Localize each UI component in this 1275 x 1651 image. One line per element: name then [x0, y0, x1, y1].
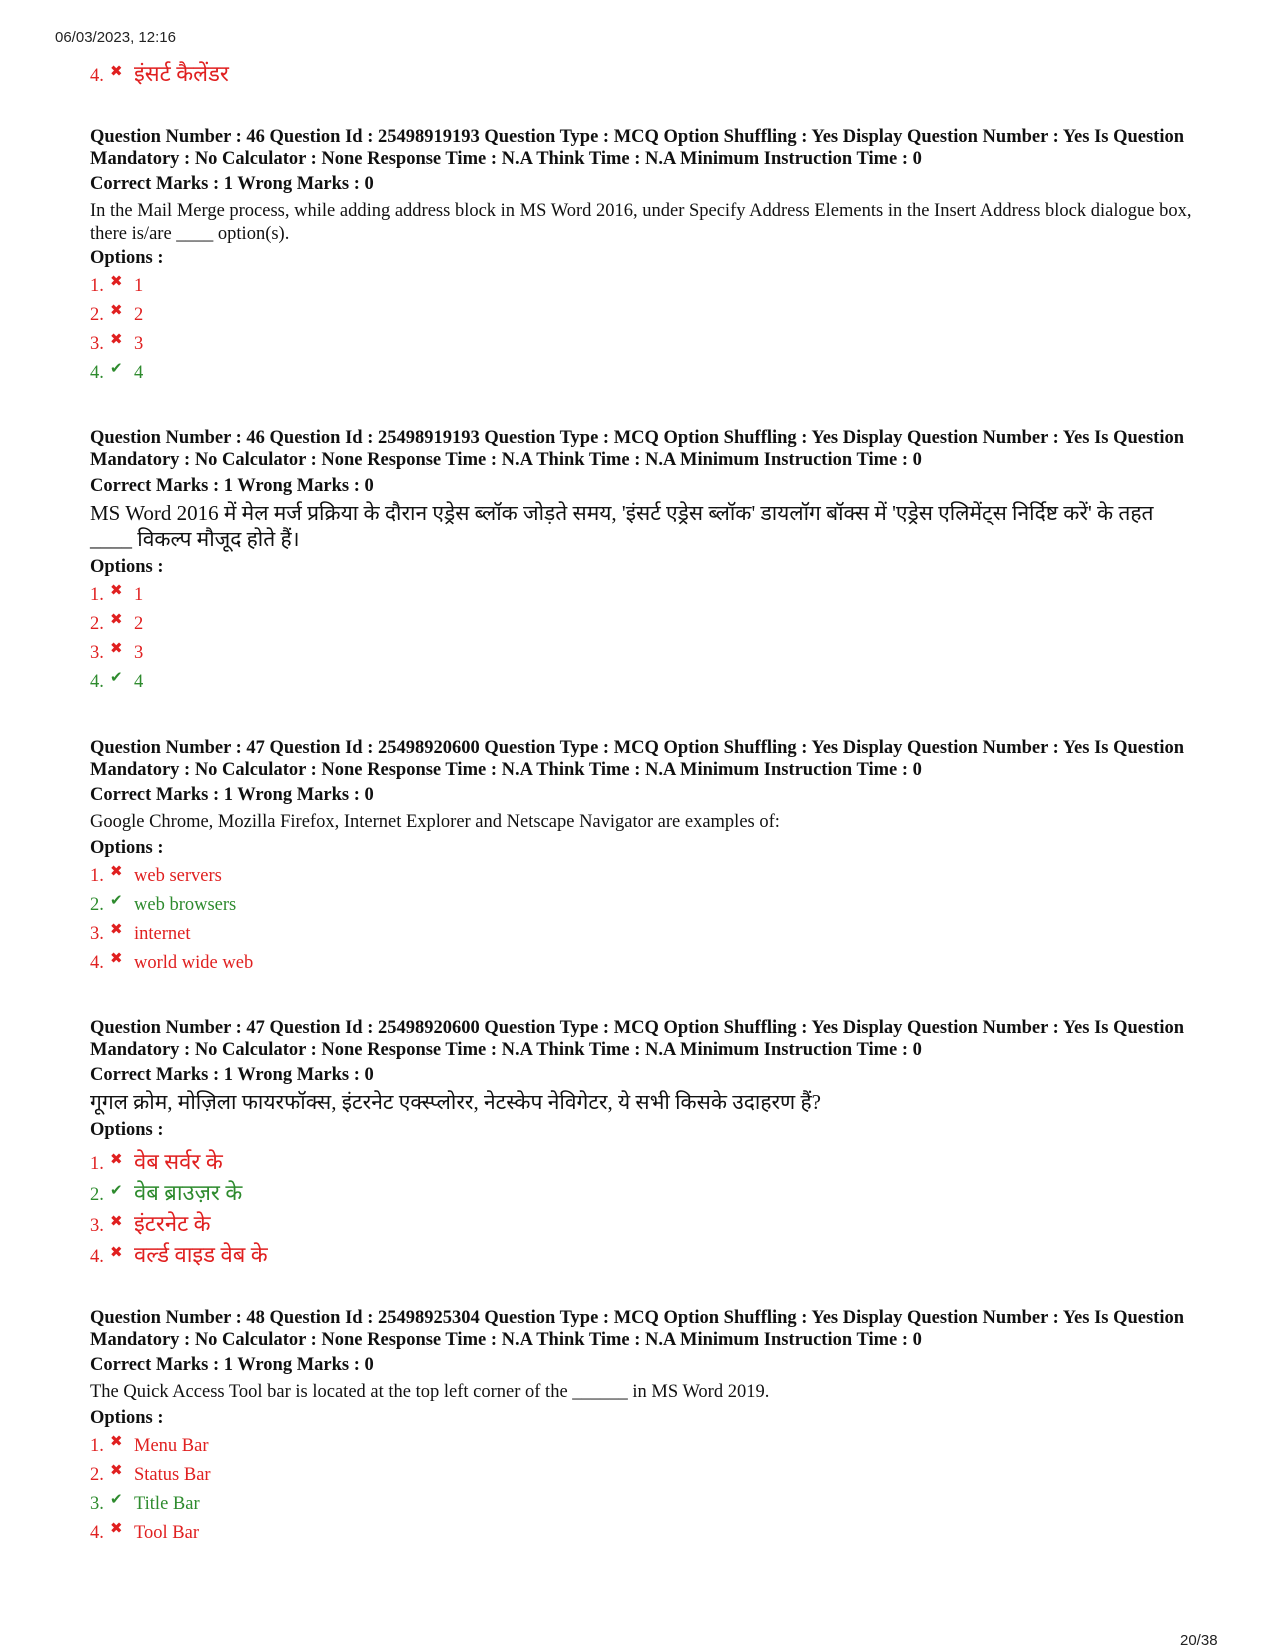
- option-number: 4.: [90, 363, 104, 383]
- option-number: 3.: [90, 1494, 104, 1514]
- option-number: 2.: [90, 895, 104, 915]
- option-number: 1.: [90, 866, 104, 886]
- options-label: Options :: [90, 1120, 164, 1140]
- cross-icon: ✖: [110, 274, 123, 290]
- question-marks: Correct Marks : 1 Wrong Marks : 0: [90, 1355, 374, 1375]
- option-item: [90, 1146, 223, 1176]
- cross-icon: ✖: [110, 922, 123, 938]
- question-meta: Question Number : 48 Question Id : 25498925304 Question Type : MCQ Option Shuffling : Yes Display Question Number : Yes Is Question Mandatory : No Calculator : None Response Time : N.A Think Time : N.A Minimum Instruction Time : 0: [90, 1308, 1185, 1350]
- option-number: 2.: [90, 1185, 104, 1205]
- option-number: 4.: [90, 1247, 104, 1267]
- option-item: [90, 58, 229, 88]
- question-text: Google Chrome, Mozilla Firefox, Internet Explorer and Netscape Navigator are examples of:: [90, 812, 780, 832]
- cross-icon: ✖: [110, 864, 123, 880]
- option-text: world wide web: [134, 953, 254, 973]
- question-marks: Correct Marks : 1 Wrong Marks : 0: [90, 174, 374, 194]
- option-item: [90, 672, 143, 693]
- option-text: वर्ल्ड वाइड वेब के: [134, 1242, 268, 1267]
- option-text: Menu Bar: [134, 1436, 209, 1456]
- option-text: web servers: [134, 866, 222, 886]
- cross-icon: ✖: [110, 64, 123, 80]
- cross-icon: ✖: [110, 641, 123, 657]
- option-text: Title Bar: [134, 1494, 200, 1514]
- question-marks: Correct Marks : 1 Wrong Marks : 0: [90, 476, 374, 496]
- print-timestamp: 06/03/2023, 12:16: [55, 29, 176, 46]
- option-number: 4.: [90, 672, 104, 692]
- option-item: [90, 585, 143, 606]
- option-item: [90, 1436, 209, 1457]
- cross-icon: ✖: [110, 612, 123, 628]
- option-item: [90, 276, 143, 297]
- cross-icon: ✖: [110, 1152, 123, 1168]
- cross-icon: ✖: [110, 951, 123, 967]
- option-number: 1.: [90, 1436, 104, 1456]
- option-item: [90, 1465, 211, 1486]
- option-number: 2.: [90, 305, 104, 325]
- option-text: Tool Bar: [134, 1523, 199, 1543]
- option-text: web browsers: [134, 895, 237, 915]
- option-text: 2: [134, 305, 144, 325]
- option-number: 1.: [90, 276, 104, 296]
- cross-icon: ✖: [110, 1245, 123, 1261]
- option-text: 1: [134, 276, 144, 296]
- question-text: The Quick Access Tool bar is located at the top left corner of the ______ in MS Word 2019.: [90, 1382, 770, 1402]
- check-icon: ✔: [110, 670, 123, 686]
- option-item: [90, 895, 236, 916]
- cross-icon: ✖: [110, 583, 123, 599]
- option-item: [90, 363, 143, 384]
- option-text: इंसर्ट कैलेंडर: [134, 61, 229, 86]
- option-text: internet: [134, 924, 191, 944]
- option-text: 2: [134, 614, 144, 634]
- option-item: [90, 1239, 268, 1269]
- check-icon: ✔: [110, 893, 123, 909]
- option-item: [90, 953, 253, 974]
- option-text: Status Bar: [134, 1465, 211, 1485]
- question-meta: Question Number : 46 Question Id : 25498919193 Question Type : MCQ Option Shuffling : Yes Display Question Number : Yes Is Question Mandatory : No Calculator : None Response Time : N.A Think Time : N.A Minimum Instruction Time : 0: [90, 127, 1185, 169]
- option-text: 4: [134, 672, 144, 692]
- check-icon: ✔: [110, 1492, 123, 1508]
- option-number: 3.: [90, 1216, 104, 1236]
- cross-icon: ✖: [110, 1214, 123, 1230]
- option-item: [90, 305, 143, 326]
- check-icon: ✔: [110, 1183, 123, 1199]
- cross-icon: ✖: [110, 303, 123, 319]
- question-marks: Correct Marks : 1 Wrong Marks : 0: [90, 1065, 374, 1085]
- option-number: 4.: [90, 66, 104, 86]
- option-text: वेब सर्वर के: [134, 1149, 223, 1174]
- cross-icon: ✖: [110, 332, 123, 348]
- options-label: Options :: [90, 1408, 164, 1428]
- option-number: 3.: [90, 643, 104, 663]
- cross-icon: ✖: [110, 1434, 123, 1450]
- option-text: 1: [134, 585, 144, 605]
- option-number: 3.: [90, 334, 104, 354]
- question-marks: Correct Marks : 1 Wrong Marks : 0: [90, 785, 374, 805]
- option-item: [90, 1208, 211, 1238]
- question-meta: Question Number : 47 Question Id : 25498920600 Question Type : MCQ Option Shuffling : Yes Display Question Number : Yes Is Question Mandatory : No Calculator : None Response Time : N.A Think Time : N.A Minimum Instruction Time : 0: [90, 1018, 1185, 1060]
- page-number: 20/38: [1180, 1632, 1218, 1649]
- option-item: [90, 924, 191, 945]
- option-item: [90, 643, 143, 664]
- check-icon: ✔: [110, 361, 123, 377]
- option-item: [90, 1523, 199, 1544]
- option-text: वेब ब्राउज़र के: [134, 1180, 243, 1205]
- option-text: 3: [134, 643, 144, 663]
- question-meta: Question Number : 47 Question Id : 25498920600 Question Type : MCQ Option Shuffling : Yes Display Question Number : Yes Is Question Mandatory : No Calculator : None Response Time : N.A Think Time : N.A Minimum Instruction Time : 0: [90, 738, 1185, 780]
- option-item: [90, 1494, 200, 1515]
- option-number: 2.: [90, 614, 104, 634]
- option-text: 3: [134, 334, 144, 354]
- question-meta: Question Number : 46 Question Id : 25498919193 Question Type : MCQ Option Shuffling : Yes Display Question Number : Yes Is Question Mandatory : No Calculator : None Response Time : N.A Think Time : N.A Minimum Instruction Time : 0: [90, 428, 1185, 470]
- option-item: [90, 614, 143, 635]
- question-text: In the Mail Merge process, while adding address block in MS Word 2016, under Specify Address Elements in the Insert Address block dialogue box, there is/are ____ option(s).: [90, 201, 1192, 244]
- question-text: MS Word 2016 में मेल मर्ज प्रक्रिया के दौरान एड्रेस ब्लॉक जोड़ते समय, 'इंसर्ट एड्रेस ब्लॉक' डायलॉग बॉक्स में 'एड्रेस एलिमेंट्स निर्दिष्ट करें' के तहत ____ विकल्प मौजूद होते हैं।: [90, 501, 1154, 551]
- option-number: 4.: [90, 953, 104, 973]
- option-text: 4: [134, 363, 144, 383]
- option-item: [90, 1177, 242, 1207]
- cross-icon: ✖: [110, 1463, 123, 1479]
- options-label: Options :: [90, 557, 164, 577]
- question-text: गूगल क्रोम, मोज़िला फायरफॉक्स, इंटरनेट एक्स्प्लोरर, नेटस्केप नेविगेटर, ये सभी किसके उदाहरण हैं?: [90, 1090, 821, 1114]
- option-number: 1.: [90, 1154, 104, 1174]
- option-item: [90, 334, 143, 355]
- option-text: इंटरनेट के: [134, 1211, 211, 1236]
- option-number: 3.: [90, 924, 104, 944]
- option-number: 1.: [90, 585, 104, 605]
- option-number: 4.: [90, 1523, 104, 1543]
- options-label: Options :: [90, 838, 164, 858]
- option-item: [90, 866, 222, 887]
- option-number: 2.: [90, 1465, 104, 1485]
- options-label: Options :: [90, 248, 164, 268]
- cross-icon: ✖: [110, 1521, 123, 1537]
